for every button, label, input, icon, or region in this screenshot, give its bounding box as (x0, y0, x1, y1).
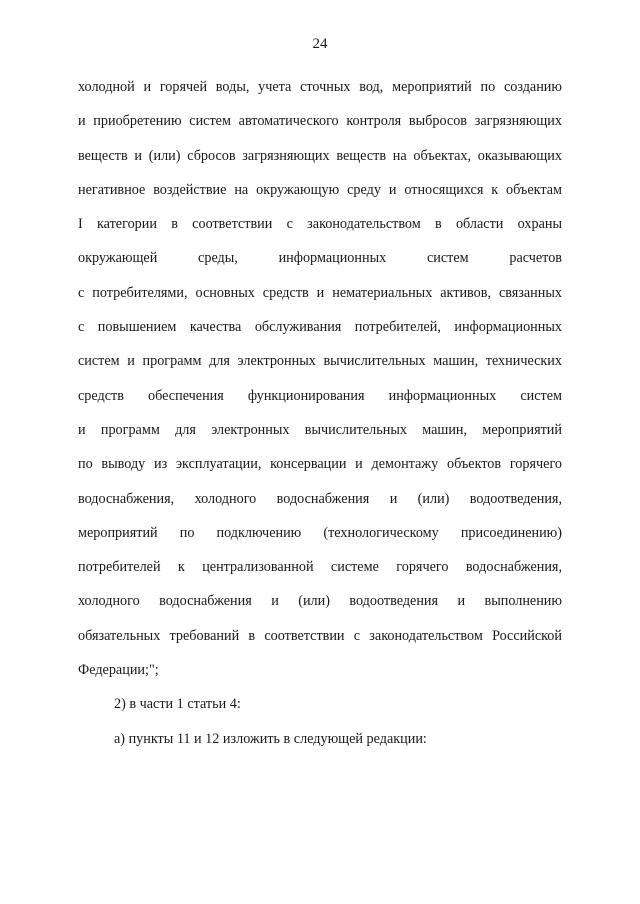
text-line: обязательных требований в соответствии с законодательством Российской (78, 627, 562, 644)
text-line: мероприятий по подключению (технологическому присоединению) (78, 524, 562, 541)
text-line: I категории в соответствии с законодательством в области охраны (78, 216, 562, 233)
text-line: веществ и (или) сбросов загрязняющих веществ на объектах, оказывающих (78, 147, 562, 164)
text-line: с потребителями, основных средств и нематериальных активов, связанных (78, 284, 562, 301)
list-item-2a: а) пункты 11 и 12 изложить в следующей редакции: (114, 730, 427, 747)
body-text (78, 70, 562, 756)
text-line: Федерации;"; (78, 662, 159, 679)
text-line: с повышением качества обслуживания потребителей, информационных (78, 319, 562, 336)
text-line: систем и программ для электронных вычислительных машин, технических (78, 353, 562, 370)
text-line: по выводу из эксплуатации, консервации и демонтажу объектов горячего (78, 456, 562, 473)
list-item-2: 2) в части 1 статьи 4: (114, 696, 241, 713)
text-line: окружающей среды, информационных систем расчетов (78, 250, 562, 267)
text-line: негативное воздействие на окружающую среду и относящихся к объектам (78, 181, 562, 198)
text-line: водоснабжения, холодного водоснабжения и (или) водоотведения, (78, 490, 562, 507)
text-line: холодной и горячей воды, учета сточных вод, мероприятий по созданию (78, 79, 562, 95)
text-line: и приобретению систем автоматического контроля выбросов загрязняющих (78, 113, 562, 130)
text-line: и программ для электронных вычислительных машин, мероприятий (78, 421, 562, 438)
text-line: холодного водоснабжения и (или) водоотведения и выполнению (78, 593, 562, 610)
text-line: средств обеспечения функционирования информационных систем (78, 387, 562, 404)
page-number: 24 (312, 36, 328, 52)
text-line: потребителей к централизованной системе горячего водоснабжения, (78, 559, 562, 576)
